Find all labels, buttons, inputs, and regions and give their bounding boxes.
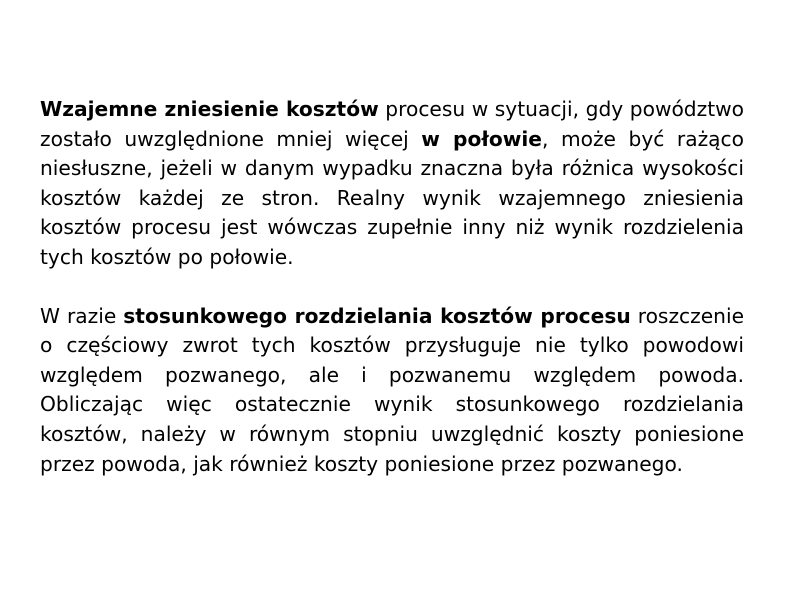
paragraph-mutual-cancellation (40, 95, 744, 273)
paragraph-text: , może być rażąco niesłuszne, jeżeli w danym wypadku znaczna była różnica wysokości kosztów każdej ze stron. Realny wynik wzajemnego zniesienia kosztów procesu jest wówczas zupełnie inny niż wynik rozdzielenia tych kosztów po połowie. (40, 126, 744, 269)
paragraph-text: procesu w sytuacji, gdy powództwo zostało uwzględnione mniej więcej (40, 97, 744, 151)
slide-body (40, 95, 744, 479)
bold-term-proportional-allocation: stosunkowego rozdzielania kosztów procesu (123, 303, 631, 328)
bold-term-mutual-cancellation: Wzajemne zniesienie kosztów (40, 97, 379, 121)
bold-term-half: w połowie (421, 126, 542, 151)
paragraph-text: W razie (40, 303, 124, 328)
paragraph-proportional-allocation (40, 302, 744, 480)
paragraph-text: roszczenie o częściowy zwrot tych kosztów przysługuje nie tylko powodowi względem pozwanego, ale i pozwanemu względem powoda. Obliczając więc ostatecznie wynik stosunkowego rozdzielania kosztów, należy w równym stopniu uwzględnić koszty poniesione przez powoda, jak również koszty poniesione przez pozwanego. (40, 303, 744, 476)
